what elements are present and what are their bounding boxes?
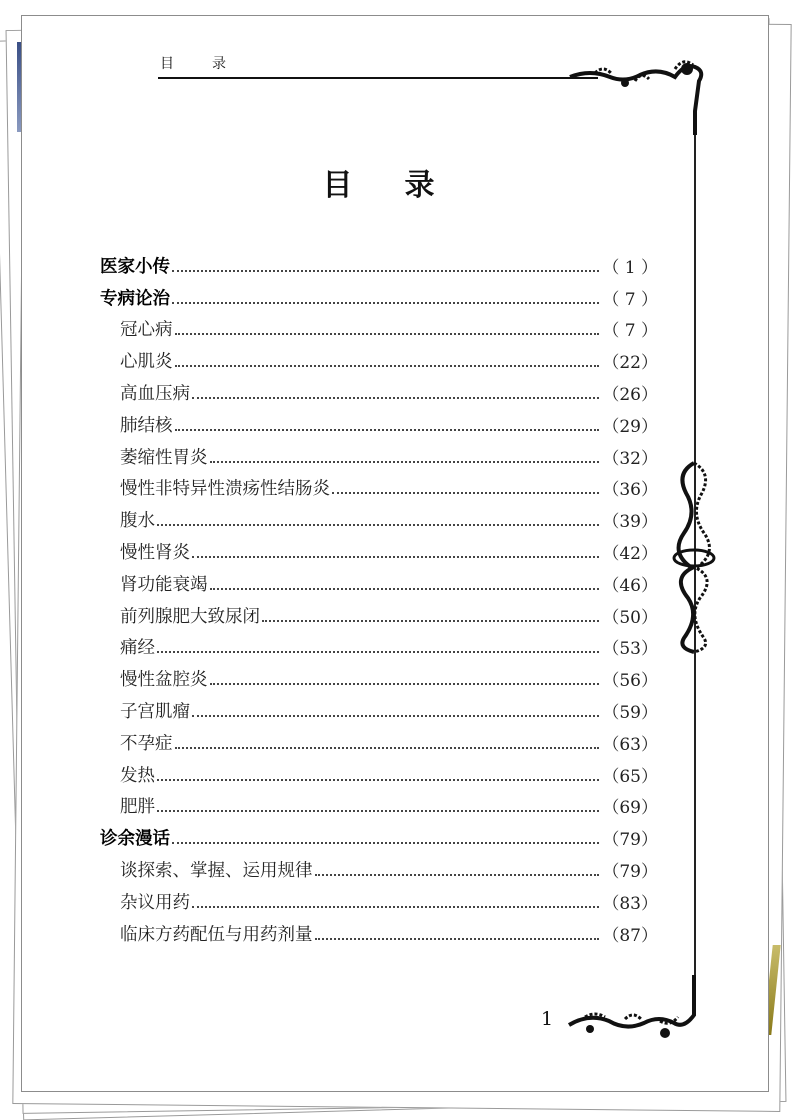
- toc-entry-label: 肾功能衰竭: [120, 574, 208, 595]
- toc-entry-page: （56）: [602, 671, 658, 692]
- toc-entry-page: （42）: [602, 543, 658, 564]
- toc-entry[interactable]: [100, 437, 658, 469]
- toc-entry[interactable]: [100, 691, 658, 723]
- toc-entry-page: （63）: [602, 734, 658, 755]
- toc-entry[interactable]: [100, 723, 658, 755]
- toc-entry-label: 专病论治: [100, 288, 170, 309]
- running-header: 目录: [160, 56, 264, 72]
- toc-entry-label: 慢性盆腔炎: [120, 670, 208, 691]
- leader-dots: [175, 747, 600, 749]
- toc-entry-label: 肥胖: [120, 797, 155, 818]
- toc-entry-label: 肺结核: [120, 415, 173, 436]
- toc-entry[interactable]: [100, 659, 658, 691]
- toc-entry-label: 不孕症: [120, 733, 173, 754]
- toc-entry-label: 发热: [120, 765, 155, 786]
- leader-dots: [172, 842, 599, 844]
- leader-dots: [262, 620, 599, 622]
- toc-entry-page: （59）: [602, 702, 658, 723]
- leader-dots: [192, 715, 599, 717]
- leader-dots: [172, 302, 599, 304]
- table-of-contents: [100, 246, 658, 946]
- toc-entry-page: （46）: [602, 575, 658, 596]
- leader-dots: [210, 683, 600, 685]
- toc-entry[interactable]: [100, 755, 658, 787]
- corner-ornament-icon: [565, 975, 705, 1045]
- toc-entry-label: 子宫肌瘤: [120, 701, 190, 722]
- toc-entry-page: （87）: [602, 925, 658, 946]
- toc-entry-label: 萎缩性胃炎: [120, 447, 208, 468]
- toc-entry-label: 慢性非特异性溃疡性结肠炎: [120, 479, 330, 500]
- toc-entry-page: （69）: [602, 798, 658, 819]
- toc-entry[interactable]: [100, 850, 658, 882]
- header-rule: [158, 77, 598, 79]
- toc-entry[interactable]: [100, 596, 658, 628]
- toc-entry-page: （83）: [602, 893, 658, 914]
- toc-entry[interactable]: [100, 818, 658, 850]
- toc-entry-page: （50）: [602, 607, 658, 628]
- toc-entry[interactable]: [100, 469, 658, 501]
- toc-entry-label: 心肌炎: [120, 352, 173, 373]
- toc-entry-label: 临床方药配伍与用药剂量: [120, 924, 313, 945]
- toc-entry-label: 医家小传: [100, 256, 170, 277]
- leader-dots: [157, 524, 599, 526]
- leader-dots: [210, 588, 600, 590]
- toc-entry-page: （22）: [602, 353, 658, 374]
- toc-entry-page: （ 7 ）: [602, 321, 658, 342]
- toc-entry-page: （26）: [602, 384, 658, 405]
- toc-entry[interactable]: [100, 532, 658, 564]
- toc-entry-page: （29）: [602, 416, 658, 437]
- toc-entry-page: （ 7 ）: [602, 289, 658, 310]
- toc-entry-page: （32）: [602, 448, 658, 469]
- leader-dots: [157, 810, 599, 812]
- toc-entry[interactable]: [100, 914, 658, 946]
- leader-dots: [210, 461, 600, 463]
- leader-dots: [315, 938, 600, 940]
- leader-dots: [175, 333, 600, 335]
- toc-entry[interactable]: [100, 500, 658, 532]
- toc-entry-page: （79）: [602, 861, 658, 882]
- toc-entry[interactable]: [100, 246, 658, 278]
- leader-dots: [192, 556, 599, 558]
- toc-entry-page: （79）: [602, 830, 658, 851]
- toc-entry-label: 谈探索、掌握、运用规律: [120, 860, 313, 881]
- toc-entry-label: 腹水: [120, 511, 155, 532]
- toc-entry[interactable]: [100, 628, 658, 660]
- leader-dots: [332, 492, 599, 494]
- leader-dots: [157, 651, 599, 653]
- toc-entry-label: 冠心病: [120, 320, 173, 341]
- side-ornament-icon: [668, 458, 720, 658]
- page-number: 1: [541, 1008, 554, 1030]
- toc-entry-page: （36）: [602, 480, 658, 501]
- toc-entry[interactable]: [100, 373, 658, 405]
- leader-dots: [192, 906, 599, 908]
- toc-entry[interactable]: [100, 564, 658, 596]
- toc-entry-label: 痛经: [120, 638, 155, 659]
- leader-dots: [172, 270, 599, 272]
- toc-entry[interactable]: [100, 405, 658, 437]
- toc-entry-page: （ 1 ）: [602, 257, 658, 278]
- leader-dots: [315, 874, 600, 876]
- toc-entry-label: 杂议用药: [120, 892, 190, 913]
- leader-dots: [157, 779, 599, 781]
- toc-entry[interactable]: [100, 278, 658, 310]
- toc-entry-page: （65）: [602, 766, 658, 787]
- corner-ornament-icon: [565, 55, 715, 135]
- toc-entry[interactable]: [100, 341, 658, 373]
- page-title: 目录: [322, 168, 487, 203]
- toc-entry-label: 诊余漫话: [100, 829, 170, 850]
- leader-dots: [175, 365, 600, 367]
- leader-dots: [192, 397, 599, 399]
- toc-entry[interactable]: [100, 787, 658, 819]
- toc-entry[interactable]: [100, 882, 658, 914]
- toc-entry-label: 慢性肾炎: [120, 542, 190, 563]
- leader-dots: [175, 429, 600, 431]
- toc-entry-label: 高血压病: [120, 383, 190, 404]
- toc-entry-page: （53）: [602, 639, 658, 660]
- toc-entry-label: 前列腺肥大致尿闭: [120, 606, 260, 627]
- toc-entry[interactable]: [100, 310, 658, 342]
- toc-entry-page: （39）: [602, 512, 658, 533]
